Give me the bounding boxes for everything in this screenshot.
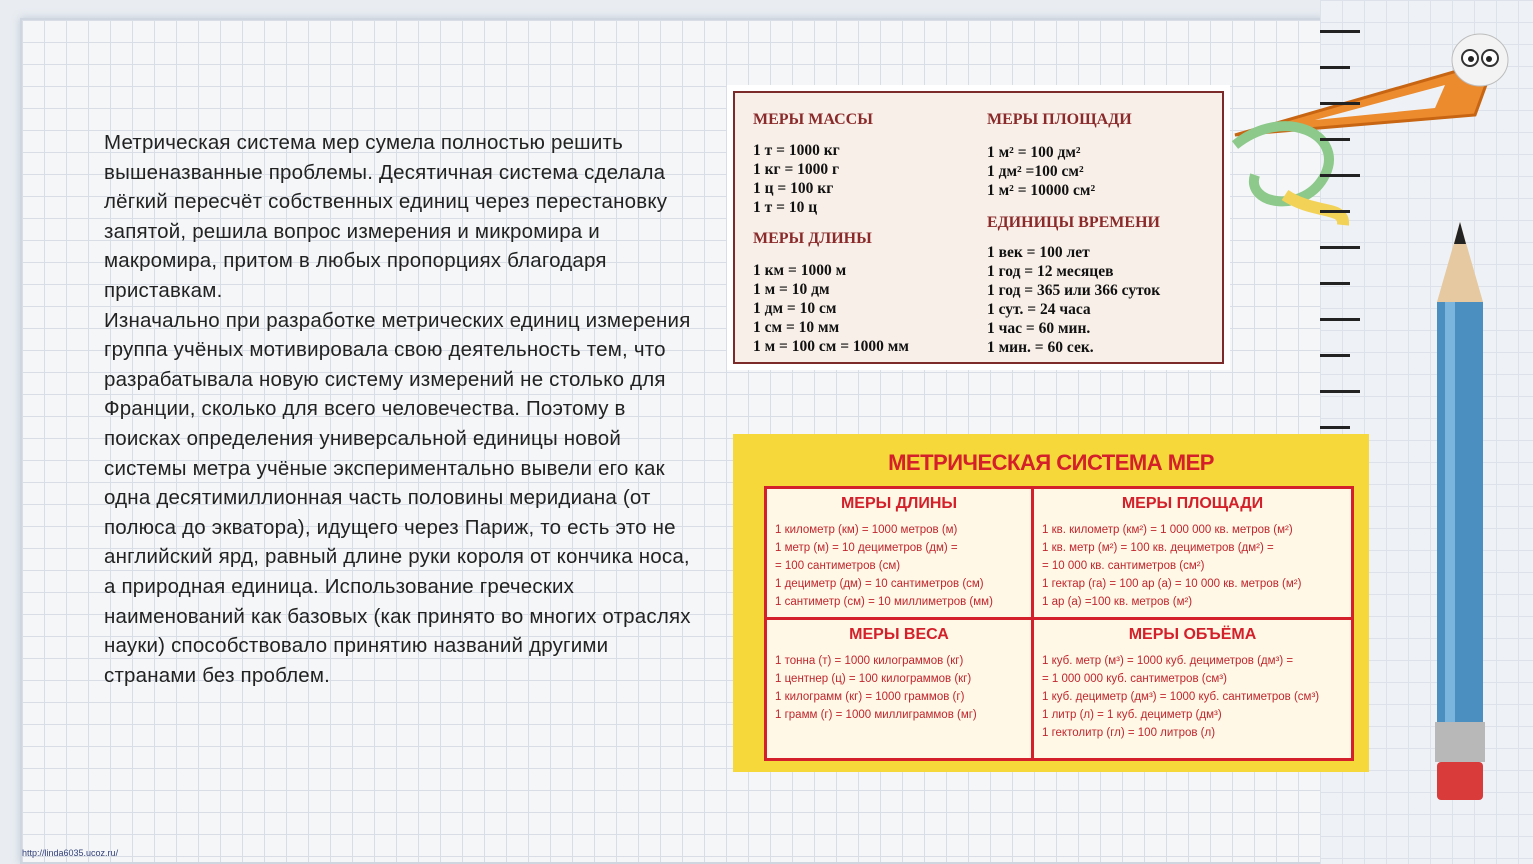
owl-pupil-right [1486,56,1492,62]
area-title: МЕРЫ ПЛОЩАДИ [987,111,1132,128]
ruler-tick [1320,246,1360,249]
area-line: 1 м² = 100 дм² [987,144,1081,161]
area-lines [987,143,1095,200]
pencil-icon [1425,222,1495,812]
ruler-tick [1320,390,1360,393]
mass-line: 1 кг = 1000 г [753,161,840,178]
ruler-tick [1320,318,1360,321]
poster-volume-title: МЕРЫ ОБЪЁМА [1128,626,1257,643]
poster-length-line: 1 сантиметр (см) = 10 миллиметров (мм) [775,596,993,608]
main-paragraph-1: Метрическая система мер сумела полностью решить вышеназванные проблемы. Десятичная система сделала лёгкий пересчёт собственных единиц через перестановку запятой, решила вопрос измерения и микромира и макромира, притом в любых пропорциях благодаря приставкам. [104,131,668,302]
poster-weight-line: 1 грамм (г) = 1000 миллиграммов (мг) [775,709,977,721]
poster-volume-line: 1 куб. дециметр (дм³) = 1000 куб. сантиметров (см³) [1042,691,1320,703]
time-line: 1 сут. = 24 часа [987,301,1091,318]
metric-system-poster [733,434,1369,772]
poster-weight-line: 1 тонна (т) = 1000 килограммов (кг) [775,655,964,667]
poster-area-line: 1 кв. километр (км²) = 1 000 000 кв. метров (м²) [1042,524,1293,536]
ruler-tick [1320,102,1360,105]
ruler-tick [1320,426,1350,429]
time-line: 1 год = 365 или 366 суток [987,282,1161,299]
pencil-body [1437,302,1483,722]
pencil-body-highlight [1445,302,1455,722]
poster-weight-line: 1 центнер (ц) = 100 килограммов (кг) [775,673,972,685]
ruler-tick [1320,282,1350,285]
poster-length-line: 1 километр (км) = 1000 метров (м) [775,524,958,536]
main-text-block [104,128,704,690]
ruler-tick [1320,174,1360,177]
poster-cell-volume [1034,620,1351,758]
poster-area-line: 1 кв. метр (м²) = 100 кв. дециметров (дм²) = [1042,542,1274,554]
time-line: 1 век = 100 лет [987,244,1090,261]
poster-title: МЕТРИЧЕСКАЯ СИСТЕМА МЕР [888,450,1214,475]
mass-lines [753,141,840,217]
area-line: 1 дм² =100 см² [987,163,1084,180]
ruler-tick [1320,138,1350,141]
measures-card-classic-inner [733,91,1224,364]
poster-length-line: 1 дециметр (дм) = 10 сантиметров (см) [775,578,984,590]
length-lines [753,261,909,356]
poster-area-line: 1 ар (а) =100 кв. метров (м²) [1042,596,1193,608]
green-curve-path [1235,126,1329,201]
source-link[interactable]: http://linda6035.ucoz.ru/ [22,848,119,858]
poster-volume-line: 1 гектолитр (гл) = 100 литров (л) [1042,727,1216,739]
poster-grid [764,486,1354,761]
poster-cell-area [1034,489,1351,617]
poster-cell-length [767,489,1031,617]
time-line: 1 год = 12 месяцев [987,263,1114,280]
owl-pupil-left [1468,56,1474,62]
mass-line: 1 т = 1000 кг [753,142,840,159]
mass-title: МЕРЫ МАССЫ [753,111,873,128]
length-line: 1 дм = 10 см [753,300,837,317]
poster-area-line: = 10 000 кв. сантиметров (см²) [1042,560,1205,572]
poster-length-title: МЕРЫ ДЛИНЫ [840,495,958,512]
poster-area-title: МЕРЫ ПЛОЩАДИ [1121,495,1264,512]
length-line: 1 см = 10 мм [753,319,840,336]
ruler-tick [1320,66,1350,69]
mass-line: 1 ц = 100 кг [753,180,834,197]
ruler-tick [1320,30,1360,33]
mass-line: 1 т = 10 ц [753,199,818,216]
owl-icon [1440,20,1520,90]
pencil-lead [1454,222,1466,244]
length-line: 1 м = 10 дм [753,281,830,298]
poster-volume-line: = 1 000 000 куб. сантиметров (см³) [1042,673,1227,685]
poster-cell-weight [767,620,1031,758]
poster-volume-line: 1 куб. метр (м³) = 1000 куб. дециметров (дм³) = [1042,655,1294,667]
poster-weight-line: 1 килограмм (кг) = 1000 граммов (г) [775,691,965,703]
poster-length-line: 1 метр (м) = 10 дециметров (дм) = [775,542,958,554]
pencil-ferrule [1435,722,1485,762]
length-line: 1 км = 1000 м [753,262,847,279]
length-line: 1 м = 100 см = 1000 мм [753,338,909,355]
ruler-tick [1320,354,1350,357]
time-lines [987,243,1160,357]
time-line: 1 мин. = 60 сек. [987,339,1094,356]
area-line: 1 м² = 10000 см² [987,182,1096,199]
poster-volume-line: 1 литр (л) = 1 куб. дециметр (дм³) [1042,709,1222,721]
poster-length-line: = 100 сантиметров (см) [775,560,901,572]
main-paragraph-2: Изначально при разработке метрических единиц измерения группа учёных мотивировала свою деятельность тем, что разрабатывала новую систему измерений не столько для Франции, сколько для всего человечества. Поэтому в поисках определения универсальной единицы новой системы метра учёные экспериментально вывели его как одна десятимиллионная часть половины меридиана (от полюса до экватора), идущего через Париж, то есть это не английский ярд, равный длине руки короля от кончика носа, а природная единица. Использование греческих наименований как базовых (как принято во многих отраслях науки) способствовало принятию названий другими странами без проблем. [104,308,691,687]
time-line: 1 час = 60 мин. [987,320,1091,337]
owl-body [1452,34,1508,86]
poster-area-line: 1 гектар (га) = 100 ар (а) = 10 000 кв. метров (м²) [1042,578,1302,590]
ruler-tick [1320,210,1350,213]
time-title: ЕДИНИЦЫ ВРЕМЕНИ [987,214,1160,231]
pencil-eraser [1437,762,1483,800]
length-title: МЕРЫ ДЛИНЫ [753,230,872,247]
measures-card-classic [727,85,1230,370]
poster-weight-title: МЕРЫ ВЕСА [849,626,949,643]
